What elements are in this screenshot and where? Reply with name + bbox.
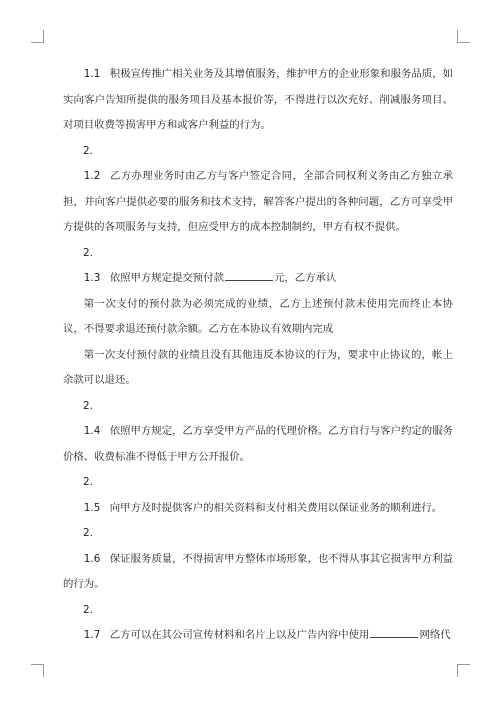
clause-1-2: 1.2 乙方办理业务时由乙方与客户签定合同，全部合同权利义务由乙方独立承担，并向客户提供必要的服务和技术支持，解答客户提出的各种问题，乙方可享受甲方提供的各项服务与支持，但应受甲方的成本控制制约，甲方有权不提供。 — [63, 170, 453, 233]
separator-number: 2. — [83, 246, 93, 259]
clause-1-4: 1.4 依照甲方规定，乙方享受甲方产品的代理价格。乙方自行与客户约定的服务价格、收费标准不得低于甲方公开报价。 — [63, 425, 453, 463]
clause-1-3-detail: 第一次支付的预付款为必须完成的业绩，乙方上述预付款未使用完而终止本协议，不得要求退还预付款余额。乙方在本协议有效期内完成 — [63, 297, 453, 335]
fill-in-blank — [370, 628, 418, 638]
separator-number: 2. — [83, 144, 93, 157]
clause-1-3-detail-2: 第一次支付预付款的业绩且没有其他违反本协议的行为，要求中止协议的，帐上余款可以退还。 — [63, 348, 453, 386]
clause-1-3: 1.3 依照甲方规定提交预付款 元，乙方承认 — [83, 272, 337, 284]
separator-number: 2. — [83, 476, 93, 488]
fill-in-blank — [225, 271, 273, 281]
clause-1-6: 1.6 保证服务质量，不得损害甲方整体市场形象，也不得从事其它损害甲方利益的行为。 — [63, 552, 453, 590]
clause-1-5: 1.5 向甲方及时提供客户的相关资料和支付相关费用以保证业务的顺利进行。 — [83, 501, 443, 514]
document-page — [63, 62, 453, 649]
separator-number: 2. — [83, 399, 93, 412]
crop-mark-top-right — [457, 30, 470, 43]
crop-mark-bottom-left — [31, 664, 44, 677]
clause-1-7: 1.7 乙方可以在其公司宣传材料和名片上以及广告内容中使用 网络代 — [83, 629, 451, 641]
separator-number: 2. — [83, 527, 93, 539]
separator-number: 2. — [83, 603, 93, 616]
clause-1-1: 1.1 积极宣传推广相关业务及其增值服务，维护甲方的企业形象和服务品质，如实向客户告知所提供的服务项目及基本报价等，不得进行以次充好、削减服务项目、对项目收费等损害甲方和或客户利益的行为。 — [63, 68, 453, 131]
crop-mark-top-left — [31, 30, 44, 43]
crop-mark-bottom-right — [457, 664, 470, 677]
